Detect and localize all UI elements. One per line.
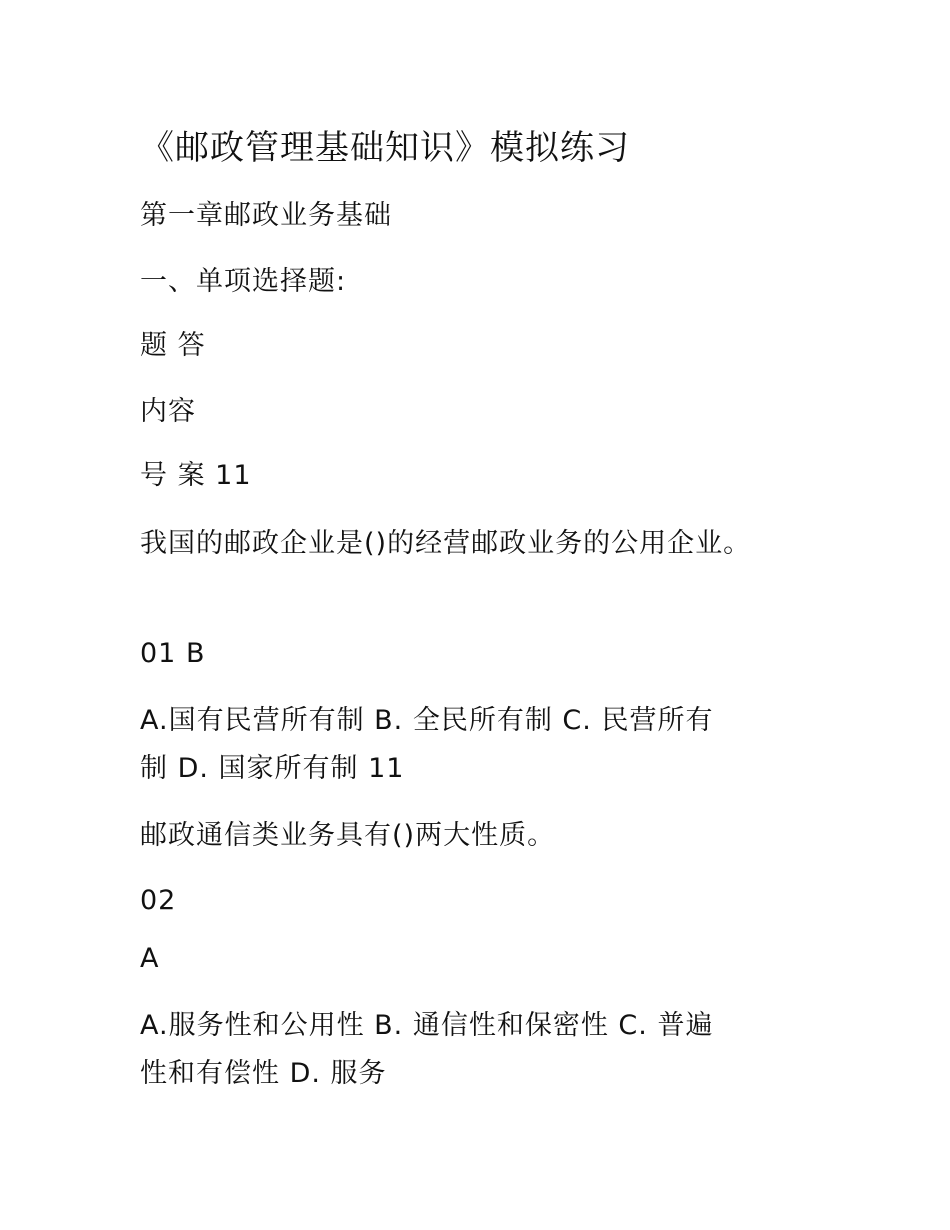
question-2-options-line-2: 性和有偿性 D. 服务 xyxy=(140,1058,387,1089)
document-title: 《邮政管理基础知识》模拟练习 xyxy=(140,128,630,168)
table-header-row-3: 号 案 11 xyxy=(140,460,252,491)
question-1-number-answer: 01 B xyxy=(140,638,206,669)
table-header-row-2: 内容 xyxy=(140,396,196,427)
question-1-text: 我国的邮政企业是()的经营邮政业务的公用企业。 xyxy=(140,528,752,559)
chapter-heading: 第一章邮政业务基础 xyxy=(140,200,392,231)
question-2-text: 邮政通信类业务具有()两大性质。 xyxy=(140,820,556,851)
table-header-row-1: 题 答 xyxy=(140,330,206,361)
question-1-options-line-1: A.国有民营所有制 B. 全民所有制 C. 民营所有 xyxy=(140,705,714,736)
question-2-number: 02 xyxy=(140,885,177,916)
question-1-options-line-2: 制 D. 国家所有制 11 xyxy=(140,753,405,784)
section-heading: 一、单项选择题: xyxy=(140,266,347,297)
question-2-options-line-1: A.服务性和公用性 B. 通信性和保密性 C. 普遍 xyxy=(140,1010,714,1041)
question-2-answer: A xyxy=(140,943,160,974)
